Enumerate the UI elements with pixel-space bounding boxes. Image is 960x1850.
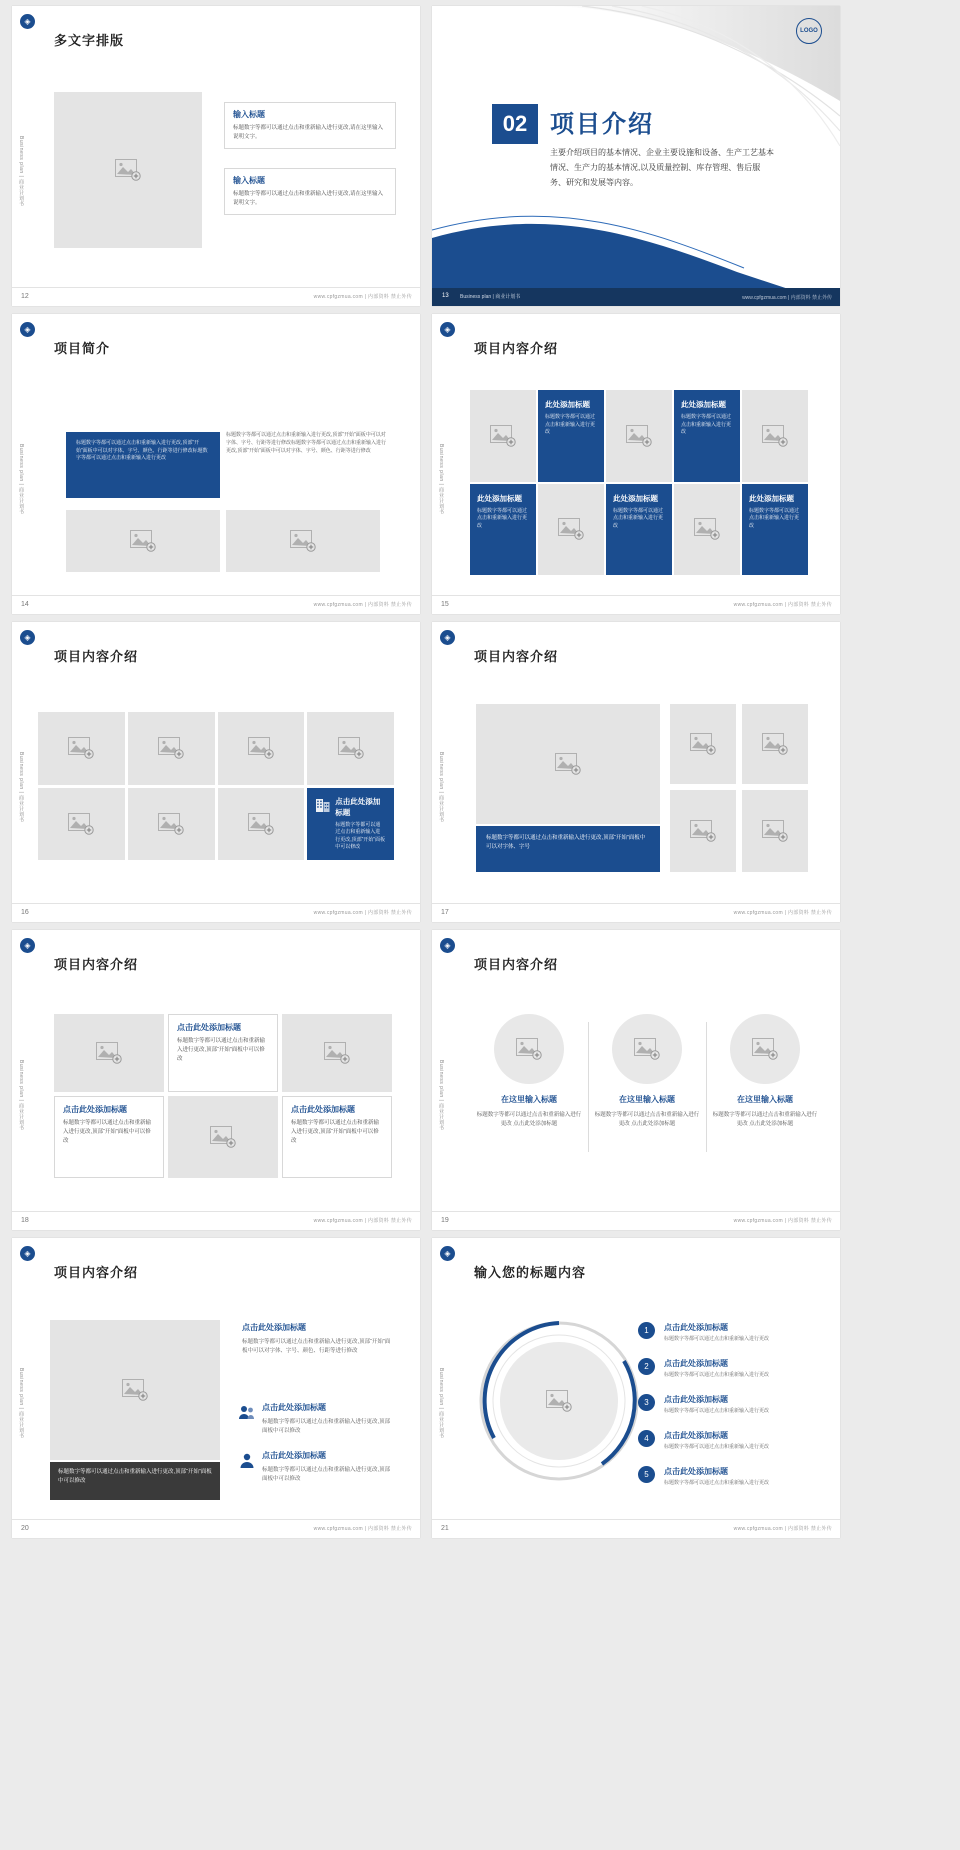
image-placeholder-icon xyxy=(762,425,788,447)
footer-divider xyxy=(432,595,840,596)
column-title: 在这里输入标题 xyxy=(501,1095,557,1104)
card-body: 标题数字等都可以通过点击和重新输入进行更改,顶部“开始”面板中可以修改 xyxy=(177,1038,266,1062)
image-placeholder-icon xyxy=(96,1042,122,1064)
text-card-1[interactable] xyxy=(168,1014,278,1092)
image-placeholder[interactable] xyxy=(500,1342,618,1460)
footer-note: www.cpfgzmua.com | 内部资料 禁止外传 xyxy=(313,910,412,916)
card-title: 此处添加标题 xyxy=(681,400,726,409)
image-placeholder[interactable] xyxy=(742,390,808,482)
text-block-2[interactable] xyxy=(262,1402,394,1436)
item-number: 5 xyxy=(638,1466,655,1483)
card-body: 标题数字等都可以通过点击和重新输入进行更改,顶部“开始”面板中可以修改 xyxy=(291,1120,380,1144)
text-block-1[interactable] xyxy=(242,1322,394,1356)
image-placeholder[interactable] xyxy=(128,712,215,785)
image-placeholder[interactable] xyxy=(742,790,808,872)
column-title: 在这里输入标题 xyxy=(737,1095,793,1104)
image-placeholder[interactable] xyxy=(54,1014,164,1092)
item-title: 点击此处添加标题 xyxy=(664,1323,728,1332)
image-placeholder[interactable] xyxy=(730,1014,800,1084)
column-title: 在这里输入标题 xyxy=(619,1095,675,1104)
shield-icon: ◈ xyxy=(440,322,455,337)
item-number: 1 xyxy=(638,1322,655,1339)
footer-divider xyxy=(12,1519,420,1520)
shield-icon: ◈ xyxy=(20,14,35,29)
spine-label: Business plan | 商业计划书 xyxy=(18,136,24,207)
highlight-card[interactable] xyxy=(307,788,394,861)
page-title: 项目内容介绍 xyxy=(474,341,559,356)
text-block-2[interactable] xyxy=(224,168,396,215)
list-item[interactable] xyxy=(644,1466,824,1488)
item-title: 点击此处添加标题 xyxy=(664,1431,728,1440)
list-item[interactable] xyxy=(644,1430,824,1452)
image-placeholder[interactable] xyxy=(307,712,394,785)
image-placeholder-icon xyxy=(690,820,716,842)
image-placeholder-icon xyxy=(694,518,720,540)
image-placeholder-icon xyxy=(115,159,141,181)
section-title: 项目介绍 xyxy=(550,111,654,138)
text-block-1[interactable] xyxy=(224,102,396,149)
section-number: 02 xyxy=(492,104,538,144)
footer-divider xyxy=(12,1211,420,1212)
list-item[interactable] xyxy=(644,1322,824,1344)
page-title: 项目内容介绍 xyxy=(54,649,139,664)
slide-21[interactable] xyxy=(432,1238,840,1538)
spine-label: Business plan | 商业计划书 xyxy=(18,1060,24,1131)
footer-divider xyxy=(12,595,420,596)
divider xyxy=(588,1022,589,1152)
footer-note: www.cpfgzmua.com | 内部资料 禁止外传 xyxy=(733,1218,832,1224)
block-title: 输入标题 xyxy=(233,176,265,185)
card-body: 标题数字等都可以通过点击和重新输入进行更改 xyxy=(749,507,800,529)
block-body: 标题数字等都可以通过点击和重新输入进行更改,顶部面板中可以修改 xyxy=(262,1419,391,1434)
image-placeholder-icon xyxy=(210,1126,236,1148)
image-placeholder[interactable] xyxy=(54,92,202,248)
image-placeholder-icon xyxy=(690,733,716,755)
caption-text: 标题数字等都可以通过点击和重新输入进行更改,顶部“开始”面板中可以修改 xyxy=(58,1469,212,1484)
footer-divider xyxy=(432,1519,840,1520)
caption-box[interactable] xyxy=(476,826,660,872)
column-body: 标题数字等都可以通过点击和重新输入进行更改 点击此处添加标题 xyxy=(476,1112,582,1127)
image-placeholder[interactable] xyxy=(218,712,305,785)
item-body: 标题数字等都可以通过点击和重新输入进行更改 xyxy=(664,1408,770,1414)
footer-note: www.cpfgzmua.com | 内部资料 禁止外传 xyxy=(733,602,832,608)
block-body: 标题数字等都可以通过点击和重新输入进行更改,顶部面板中可以修改 xyxy=(262,1467,391,1482)
column-body: 标题数字等都可以通过点击和重新输入进行更改 点击此处添加标题 xyxy=(712,1112,818,1127)
body-text: 标题数字等都可以通过点击和重新输入进行更改,顶部“开始”面板中可以对字体、字号、行距等进行修改标题数字等都可以通过点击和重新输入进行更改,顶部“开始”面板中可以对字体、字号、颜色、行距等进行修改 xyxy=(226,432,387,454)
block-body: 标题数字等都可以通过点击和重新输入进行更改,顶部“开始”面板中可以对字体、字号、颜色、行距等进行修改 xyxy=(242,1339,391,1354)
image-placeholder-icon xyxy=(324,1042,350,1064)
image-placeholder-icon xyxy=(122,1379,148,1401)
slide-14[interactable] xyxy=(12,314,420,614)
image-placeholder[interactable] xyxy=(470,390,536,482)
caption-text: 标题数字等都可以通过点击和重新输入进行更改,顶部“开始”面板中可以对字体、字号 xyxy=(486,835,646,850)
text-card-2[interactable] xyxy=(54,1096,164,1178)
image-placeholder[interactable] xyxy=(38,788,125,861)
image-placeholder-icon xyxy=(546,1390,572,1412)
card-4[interactable] xyxy=(606,484,672,576)
card-title: 此处添加标题 xyxy=(477,493,522,503)
divider xyxy=(706,1022,707,1152)
page-number: 17 xyxy=(441,909,449,916)
content-grid xyxy=(470,390,808,575)
text-card-3[interactable] xyxy=(282,1096,392,1178)
person-icon xyxy=(238,1452,256,1470)
list-item[interactable] xyxy=(644,1358,824,1380)
page-title: 输入您的标题内容 xyxy=(474,1265,587,1280)
footer-divider xyxy=(432,1211,840,1212)
slide-16[interactable] xyxy=(12,622,420,922)
item-body: 标题数字等都可以通过点击和重新输入进行更改 xyxy=(664,1372,770,1378)
image-placeholder-icon xyxy=(68,813,94,835)
page-number: 14 xyxy=(21,601,29,608)
item-number: 4 xyxy=(638,1430,655,1447)
shield-icon: ◈ xyxy=(20,1246,35,1261)
slide-footer-bar xyxy=(432,288,840,306)
image-placeholder[interactable] xyxy=(674,484,740,576)
page-number: 21 xyxy=(441,1525,449,1532)
block-title: 点击此处添加标题 xyxy=(262,1403,326,1412)
card-title: 点击此处添加标题 xyxy=(63,1105,127,1114)
column-2[interactable] xyxy=(594,1014,700,1129)
slide-13[interactable] xyxy=(432,6,840,306)
image-placeholder-icon xyxy=(68,737,94,759)
slide-17[interactable] xyxy=(432,622,840,922)
ring-graphic xyxy=(474,1316,644,1486)
building-icon xyxy=(316,796,330,817)
column-3[interactable] xyxy=(712,1014,818,1129)
column-body: 标题数字等都可以通过点击和重新输入进行更改 点击此处添加标题 xyxy=(594,1112,700,1127)
image-placeholder-icon xyxy=(338,737,364,759)
dark-caption[interactable] xyxy=(50,1462,220,1500)
footer-note: www.cpfgzmua.com | 内部资料 禁止外传 xyxy=(742,295,832,301)
image-placeholder-icon xyxy=(626,425,652,447)
footer-divider xyxy=(12,903,420,904)
page-number: 13 xyxy=(442,293,449,299)
page-number: 19 xyxy=(441,1217,449,1224)
footer-divider xyxy=(12,287,420,288)
spine-label: Business plan | 商业计划书 xyxy=(438,1060,444,1131)
slide-12[interactable] xyxy=(12,6,420,306)
image-placeholder-icon xyxy=(490,425,516,447)
spine-label: Business plan | 商业计划书 xyxy=(18,444,24,515)
block-title: 输入标题 xyxy=(233,110,265,119)
column-1[interactable] xyxy=(476,1014,582,1129)
page-number: 18 xyxy=(21,1217,29,1224)
card-body: 标题数字等都可以通过点击和重新输入进行更改,顶部“开始”面板中可以修改 xyxy=(335,821,385,850)
card-3[interactable] xyxy=(470,484,536,576)
block-body: 标题数字等都可以通过点击和重新输入进行更改,请在这里输入说明文字。 xyxy=(233,125,384,140)
image-placeholder[interactable] xyxy=(218,788,305,861)
image-placeholder[interactable] xyxy=(538,484,604,576)
card-body: 标题数字等都可以通过点击和重新输入进行更改 xyxy=(613,507,664,529)
block-title: 点击此处添加标题 xyxy=(242,1323,306,1332)
people-icon xyxy=(238,1404,256,1422)
image-placeholder-main[interactable] xyxy=(476,704,660,824)
shield-icon: ◈ xyxy=(20,938,35,953)
image-placeholder-icon xyxy=(516,1038,542,1060)
slide-20[interactable] xyxy=(12,1238,420,1538)
image-placeholder-icon xyxy=(290,530,316,552)
block-body: 标题数字等都可以通过点击和重新输入进行更改,请在这里输入说明文字。 xyxy=(233,191,384,206)
section-description: 主要介绍项目的基本情况、企业主要设施和设备、生产工艺基本情况、生产力的基本情况,以及质量控制、库存管理、售后服务、研究和发展等内容。 xyxy=(550,148,774,187)
slide-18[interactable] xyxy=(12,930,420,1230)
company-logo: LOGO xyxy=(796,18,822,44)
footer-note: www.cpfgzmua.com | 内部资料 禁止外传 xyxy=(313,1526,412,1532)
image-placeholder[interactable] xyxy=(226,510,380,572)
card-body: 标题数字等都可以通过点击和重新输入进行更改 xyxy=(545,414,596,435)
spine-label: Business plan | 商业计划书 xyxy=(18,752,24,823)
page-number: 12 xyxy=(21,293,29,300)
item-body: 标题数字等都可以通过点击和重新输入进行更改 xyxy=(664,1336,770,1342)
page-number: 16 xyxy=(21,909,29,916)
image-placeholder[interactable] xyxy=(494,1014,564,1084)
card-title: 此处添加标题 xyxy=(749,493,794,503)
image-placeholder-icon xyxy=(248,813,274,835)
item-number: 3 xyxy=(638,1394,655,1411)
page-title: 项目内容介绍 xyxy=(474,957,559,972)
shield-icon: ◈ xyxy=(20,322,35,337)
footer-note: www.cpfgzmua.com | 内部资料 禁止外传 xyxy=(313,1218,412,1224)
highlight-text-box[interactable] xyxy=(66,432,220,498)
item-title: 点击此处添加标题 xyxy=(664,1467,728,1476)
card-body: 标题数字等都可以通过点击和重新输入进行更改,顶部“开始”面板中可以修改 xyxy=(63,1120,152,1144)
list-item[interactable] xyxy=(644,1394,824,1416)
card-title: 此处添加标题 xyxy=(545,400,590,409)
footer-divider xyxy=(432,903,840,904)
page-title: 多文字排版 xyxy=(54,33,125,48)
image-placeholder[interactable] xyxy=(66,510,220,572)
image-placeholder-icon xyxy=(762,820,788,842)
item-body: 标题数字等都可以通过点击和重新输入进行更改 xyxy=(664,1444,770,1450)
image-placeholder[interactable] xyxy=(168,1096,278,1178)
image-placeholder[interactable] xyxy=(742,704,808,784)
image-placeholder-icon xyxy=(555,753,581,775)
card-2[interactable] xyxy=(674,390,740,482)
image-placeholder-icon xyxy=(248,737,274,759)
card-title: 点击此处添加标题 xyxy=(291,1105,355,1114)
spine-label: Business plan | 商业计划书 xyxy=(18,1368,24,1439)
shield-icon: ◈ xyxy=(440,1246,455,1261)
text-block-3[interactable] xyxy=(262,1450,394,1484)
image-placeholder[interactable] xyxy=(282,1014,392,1092)
content-grid xyxy=(38,712,394,860)
footer-note: www.cpfgzmua.com | 内部资料 禁止外传 xyxy=(313,294,412,300)
shield-icon: ◈ xyxy=(440,938,455,953)
footer-note: www.cpfgzmua.com | 内部资料 禁止外传 xyxy=(733,1526,832,1532)
item-number: 2 xyxy=(638,1358,655,1375)
image-placeholder-icon xyxy=(158,737,184,759)
card-title: 点击此处添加标题 xyxy=(335,796,381,817)
page-title: 项目内容介绍 xyxy=(54,957,139,972)
card-body: 标题数字等都可以通过点击和重新输入进行更改 xyxy=(681,414,732,435)
image-placeholder[interactable] xyxy=(606,390,672,482)
image-placeholder[interactable] xyxy=(128,788,215,861)
page-title: 项目简介 xyxy=(54,341,111,356)
image-placeholder-icon xyxy=(762,733,788,755)
image-placeholder[interactable] xyxy=(612,1014,682,1084)
card-title: 点击此处添加标题 xyxy=(177,1023,241,1032)
card-1[interactable] xyxy=(538,390,604,482)
item-title: 点击此处添加标题 xyxy=(664,1359,728,1368)
spine-label: Business plan | 商业计划书 xyxy=(438,444,444,515)
item-title: 点击此处添加标题 xyxy=(664,1395,728,1404)
image-placeholder-icon xyxy=(558,518,584,540)
block-title: 点击此处添加标题 xyxy=(262,1451,326,1460)
shield-icon: ◈ xyxy=(440,630,455,645)
card-title: 此处添加标题 xyxy=(613,493,658,503)
footer-note: www.cpfgzmua.com | 内部资料 禁止外传 xyxy=(733,910,832,916)
image-placeholder-icon xyxy=(634,1038,660,1060)
image-placeholder[interactable] xyxy=(38,712,125,785)
image-placeholder-main[interactable] xyxy=(50,1320,220,1460)
footer-note: www.cpfgzmua.com | 内部资料 禁止外传 xyxy=(313,602,412,608)
page-title: 项目内容介绍 xyxy=(54,1265,139,1280)
image-placeholder[interactable] xyxy=(670,704,736,784)
highlight-text: 标题数字等都可以通过点击和重新输入进行更改,顶部“开始”面板中可以对字体、字号、颜色、行距等进行修改标题数字等都可以通过点击和重新输入进行更改 xyxy=(76,440,208,461)
image-placeholder-icon xyxy=(752,1038,778,1060)
image-placeholder-icon xyxy=(130,530,156,552)
card-body: 标题数字等都可以通过点击和重新输入进行更改 xyxy=(477,507,528,529)
item-body: 标题数字等都可以通过点击和重新输入进行更改 xyxy=(664,1480,770,1486)
image-placeholder[interactable] xyxy=(670,790,736,872)
slide-15[interactable] xyxy=(432,314,840,614)
spine-label: Business plan | 商业计划书 xyxy=(438,752,444,823)
page-title: 项目内容介绍 xyxy=(474,649,559,664)
card-5[interactable] xyxy=(742,484,808,576)
page-number: 20 xyxy=(21,1525,29,1532)
page-number: 15 xyxy=(441,601,449,608)
shield-icon: ◈ xyxy=(20,630,35,645)
slide-19[interactable] xyxy=(432,930,840,1230)
brand-label: Business plan | 商业计划书 xyxy=(460,294,521,300)
image-placeholder-icon xyxy=(158,813,184,835)
spine-label: Business plan | 商业计划书 xyxy=(438,1368,444,1439)
